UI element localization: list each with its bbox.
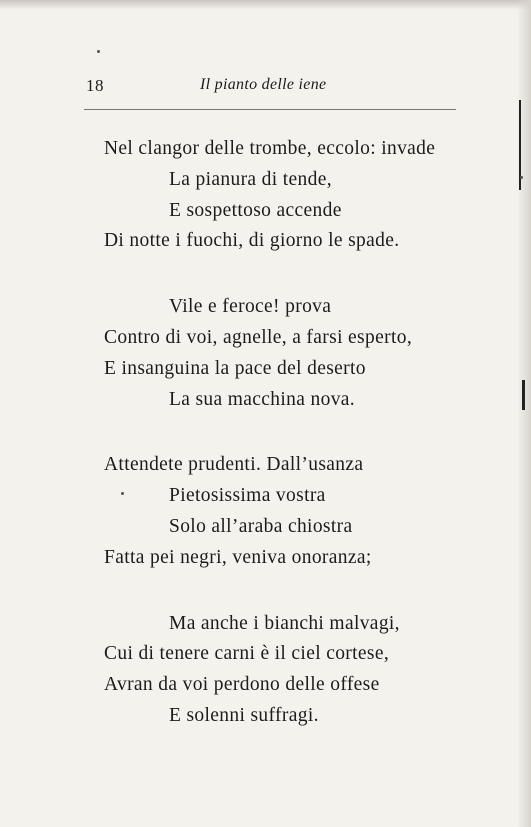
poem-line: Di notte i fuochi, di giorno le spade. (104, 230, 400, 252)
poem-line: Nel clangor delle trombe, eccolo: invade (104, 138, 436, 159)
poem-line: E insanguina la pace del deserto (104, 357, 366, 379)
stanza (0, 292, 531, 415)
stanza (0, 450, 531, 573)
page-top-edge (0, 0, 531, 10)
poem-line: Cui di tenere carni è il ciel cortese, (104, 643, 390, 665)
poem-body (0, 134, 531, 767)
poem-line: La pianura di tende, (169, 168, 332, 190)
poem-line: E sospettoso accende (169, 199, 342, 221)
poem-line: Avran da voi perdono delle offese (104, 674, 380, 696)
poem-line: Ma anche i bianchi malvagi, (169, 612, 400, 634)
poem-line: Vile e feroce! prova (169, 296, 332, 318)
poem-line: Pietosissima vostra (169, 485, 326, 507)
paper-speck (97, 50, 100, 53)
poem-line: Solo all’araba chiostra (169, 515, 353, 537)
header-rule (84, 109, 456, 110)
poem-line: Contro di voi, agnelle, a farsi esperto, (104, 326, 413, 348)
stanza (0, 134, 531, 257)
page-number: 18 (86, 76, 104, 95)
running-title: Il pianto delle iene (200, 76, 327, 93)
poem-line: Fatta pei negri, veniva onoranza; (104, 546, 372, 568)
poem-line: La sua macchina nova. (169, 388, 356, 410)
stanza (0, 609, 531, 732)
poem-line: Attendete prudenti. Dall’usanza (104, 454, 364, 476)
poem-line: E solenni suffragi. (169, 704, 319, 726)
